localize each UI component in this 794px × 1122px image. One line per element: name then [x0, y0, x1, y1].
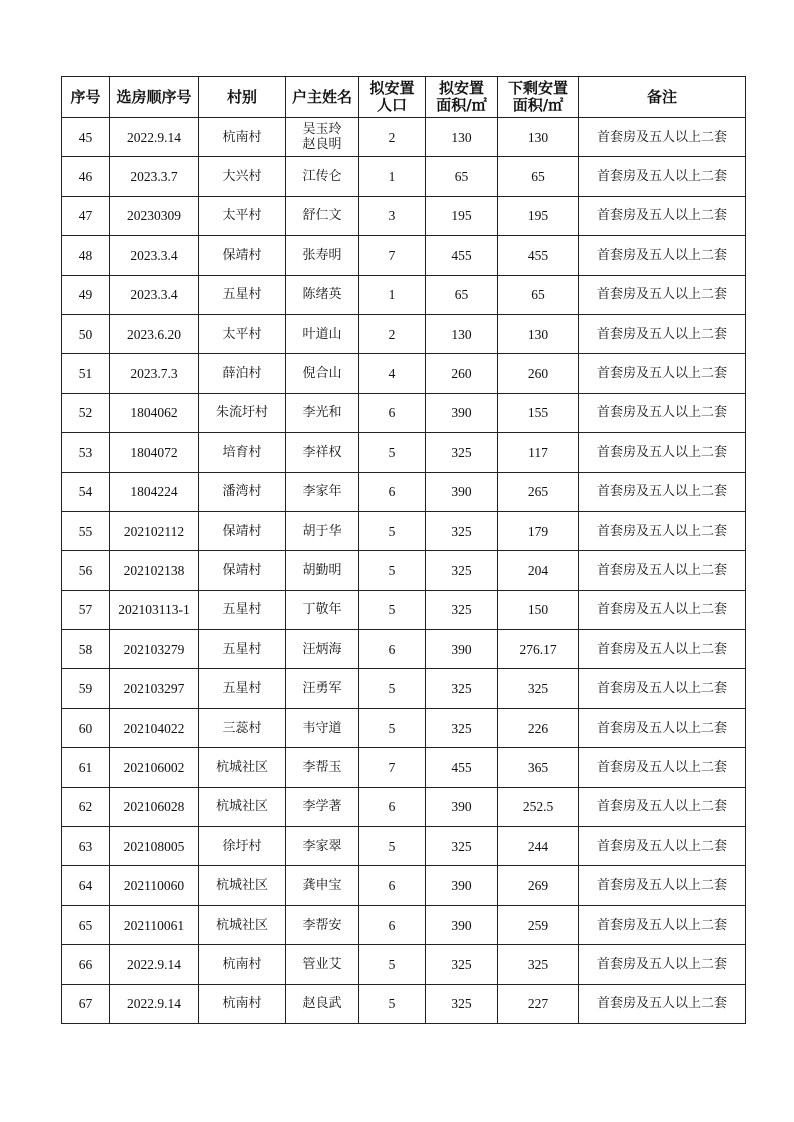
table-row: [62, 669, 746, 708]
owner-name-line: 丁敬年: [302, 602, 342, 618]
cell-seq: 60: [62, 708, 110, 747]
cell-remaining-area: 365: [498, 748, 579, 787]
header-remark: 备注: [579, 77, 746, 118]
cell-remark: 首套房及五人以上二套: [579, 354, 746, 393]
table-row: [62, 905, 746, 944]
cell-selection-order: 20230309: [110, 196, 199, 235]
cell-village: 朱流圩村: [199, 393, 286, 432]
table-row: [62, 551, 746, 590]
cell-remaining-area: 269: [498, 866, 579, 905]
cell-planned-area: 390: [426, 787, 498, 826]
cell-planned-persons: 3: [359, 196, 426, 235]
cell-remaining-area: 227: [498, 984, 579, 1023]
cell-selection-order: 202106028: [110, 787, 199, 826]
cell-selection-order: 202103279: [110, 630, 199, 669]
cell-owner-name: [286, 275, 359, 314]
cell-planned-area: 325: [426, 511, 498, 550]
cell-remaining-area: 325: [498, 669, 579, 708]
cell-planned-area: 195: [426, 196, 498, 235]
cell-planned-area: 325: [426, 945, 498, 984]
cell-seq: 56: [62, 551, 110, 590]
cell-remark: 首套房及五人以上二套: [579, 866, 746, 905]
cell-planned-persons: 5: [359, 708, 426, 747]
cell-remark: 首套房及五人以上二套: [579, 551, 746, 590]
cell-remaining-area: 195: [498, 196, 579, 235]
cell-remark: 首套房及五人以上二套: [579, 905, 746, 944]
cell-planned-area: 390: [426, 472, 498, 511]
cell-seq: 67: [62, 984, 110, 1023]
cell-owner-name: [286, 314, 359, 353]
cell-remaining-area: 130: [498, 314, 579, 353]
cell-seq: 57: [62, 590, 110, 629]
table-row: [62, 630, 746, 669]
cell-planned-area: 390: [426, 866, 498, 905]
header-remaining-area-line2: 面积/㎡: [512, 96, 564, 114]
cell-remark: 首套房及五人以上二套: [579, 472, 746, 511]
table-row: [62, 984, 746, 1023]
cell-planned-area: 130: [426, 314, 498, 353]
table-row: [62, 236, 746, 275]
cell-planned-area: 325: [426, 984, 498, 1023]
cell-planned-area: 325: [426, 827, 498, 866]
cell-selection-order: 1804062: [110, 393, 199, 432]
cell-owner-name: [286, 472, 359, 511]
cell-seq: 46: [62, 157, 110, 196]
cell-owner-name: [286, 354, 359, 393]
cell-remark: 首套房及五人以上二套: [579, 945, 746, 984]
cell-selection-order: 2023.7.3: [110, 354, 199, 393]
cell-selection-order: 2023.6.20: [110, 314, 199, 353]
cell-owner-name: [286, 945, 359, 984]
owner-name-line: 陈绪英: [302, 287, 342, 303]
cell-seq: 65: [62, 905, 110, 944]
cell-owner-name: [286, 118, 359, 157]
cell-village: 五星村: [199, 275, 286, 314]
table-header: [62, 77, 746, 118]
cell-planned-area: 65: [426, 157, 498, 196]
owner-name-line: 李帮玉: [302, 759, 342, 775]
cell-planned-area: 390: [426, 905, 498, 944]
cell-remark: 首套房及五人以上二套: [579, 314, 746, 353]
cell-planned-area: 390: [426, 630, 498, 669]
header-owner-name: 户主姓名: [286, 77, 359, 118]
header-village: 村别: [199, 77, 286, 118]
owner-name-line: 胡于华: [302, 523, 342, 539]
cell-remaining-area: 65: [498, 275, 579, 314]
cell-seq: 47: [62, 196, 110, 235]
table-row: [62, 157, 746, 196]
cell-seq: 51: [62, 354, 110, 393]
cell-village: 杭城社区: [199, 866, 286, 905]
cell-owner-name: [286, 511, 359, 550]
table-row: [62, 314, 746, 353]
cell-planned-persons: 5: [359, 669, 426, 708]
cell-remark: 首套房及五人以上二套: [579, 157, 746, 196]
cell-owner-name: [286, 196, 359, 235]
cell-remark: 首套房及五人以上二套: [579, 393, 746, 432]
owner-name-line: 李家年: [302, 484, 342, 500]
cell-selection-order: 202103297: [110, 669, 199, 708]
header-remaining-area-line1: 下剩安置: [507, 79, 568, 97]
cell-planned-area: 325: [426, 590, 498, 629]
cell-seq: 50: [62, 314, 110, 353]
cell-owner-name: [286, 236, 359, 275]
cell-owner-name: [286, 905, 359, 944]
cell-remark: 首套房及五人以上二套: [579, 118, 746, 157]
cell-owner-name: [286, 866, 359, 905]
cell-remark: 首套房及五人以上二套: [579, 708, 746, 747]
header-remaining-area: [498, 77, 579, 118]
cell-remaining-area: 204: [498, 551, 579, 590]
cell-selection-order: 202108005: [110, 827, 199, 866]
cell-remark: 首套房及五人以上二套: [579, 275, 746, 314]
cell-remaining-area: 65: [498, 157, 579, 196]
cell-remaining-area: 226: [498, 708, 579, 747]
cell-remark: 首套房及五人以上二套: [579, 433, 746, 472]
cell-remaining-area: 117: [498, 433, 579, 472]
owner-name-line: 吴玉玲: [302, 122, 342, 138]
cell-planned-persons: 2: [359, 314, 426, 353]
cell-seq: 45: [62, 118, 110, 157]
cell-selection-order: 202110061: [110, 905, 199, 944]
cell-owner-name: [286, 669, 359, 708]
cell-owner-name: [286, 748, 359, 787]
cell-remaining-area: 259: [498, 905, 579, 944]
table-row: [62, 787, 746, 826]
cell-seq: 48: [62, 236, 110, 275]
owner-name-line: 赵良明: [302, 137, 342, 153]
cell-planned-persons: 6: [359, 472, 426, 511]
header-planned-persons: [359, 77, 426, 118]
header-planned-area-line1: 拟安置: [438, 79, 484, 97]
cell-planned-area: 325: [426, 669, 498, 708]
cell-owner-name: [286, 708, 359, 747]
cell-village: 五星村: [199, 630, 286, 669]
table-body: [62, 118, 746, 1024]
cell-owner-name: [286, 551, 359, 590]
cell-planned-area: 455: [426, 236, 498, 275]
cell-remaining-area: 130: [498, 118, 579, 157]
cell-owner-name: [286, 157, 359, 196]
cell-selection-order: 202104022: [110, 708, 199, 747]
owner-name-line: 李光和: [302, 405, 342, 421]
header-seq: 序号: [62, 77, 110, 118]
cell-remaining-area: 155: [498, 393, 579, 432]
cell-remark: 首套房及五人以上二套: [579, 511, 746, 550]
table-row: [62, 748, 746, 787]
cell-remark: 首套房及五人以上二套: [579, 748, 746, 787]
cell-selection-order: 202102138: [110, 551, 199, 590]
cell-village: 薛泊村: [199, 354, 286, 393]
cell-village: 杭南村: [199, 984, 286, 1023]
cell-selection-order: 2023.3.4: [110, 275, 199, 314]
cell-planned-persons: 1: [359, 157, 426, 196]
cell-planned-persons: 7: [359, 236, 426, 275]
header-selection-order: 选房顺序号: [110, 77, 199, 118]
cell-remaining-area: 179: [498, 511, 579, 550]
cell-planned-area: 325: [426, 708, 498, 747]
cell-selection-order: 2023.3.4: [110, 236, 199, 275]
cell-selection-order: 202106002: [110, 748, 199, 787]
table-row: [62, 196, 746, 235]
cell-village: 保靖村: [199, 511, 286, 550]
cell-remaining-area: 265: [498, 472, 579, 511]
cell-seq: 63: [62, 827, 110, 866]
cell-planned-persons: 6: [359, 905, 426, 944]
cell-selection-order: 2023.3.7: [110, 157, 199, 196]
owner-name-line: 龚申宝: [302, 878, 342, 894]
cell-selection-order: 2022.9.14: [110, 118, 199, 157]
cell-village: 杭南村: [199, 945, 286, 984]
cell-planned-area: 260: [426, 354, 498, 393]
cell-village: 杭南村: [199, 118, 286, 157]
cell-planned-persons: 5: [359, 511, 426, 550]
cell-village: 保靖村: [199, 236, 286, 275]
cell-owner-name: [286, 393, 359, 432]
table-row: [62, 393, 746, 432]
cell-remaining-area: 325: [498, 945, 579, 984]
cell-owner-name: [286, 827, 359, 866]
table-row: [62, 275, 746, 314]
cell-village: 大兴村: [199, 157, 286, 196]
cell-remark: 首套房及五人以上二套: [579, 196, 746, 235]
cell-planned-persons: 5: [359, 984, 426, 1023]
table-row: [62, 945, 746, 984]
cell-seq: 64: [62, 866, 110, 905]
owner-name-line: 张寿明: [302, 247, 342, 263]
cell-remark: 首套房及五人以上二套: [579, 630, 746, 669]
owner-name-line: 李学著: [302, 799, 342, 815]
cell-owner-name: [286, 787, 359, 826]
cell-planned-area: 130: [426, 118, 498, 157]
cell-remaining-area: 276.17: [498, 630, 579, 669]
cell-owner-name: [286, 984, 359, 1023]
cell-village: 徐圩村: [199, 827, 286, 866]
cell-planned-persons: 1: [359, 275, 426, 314]
cell-planned-persons: 6: [359, 866, 426, 905]
cell-village: 保靖村: [199, 551, 286, 590]
owner-name-line: 汪勇军: [302, 681, 342, 697]
owner-name-line: 胡勤明: [302, 562, 342, 578]
cell-selection-order: 1804072: [110, 433, 199, 472]
cell-planned-persons: 5: [359, 433, 426, 472]
header-planned-persons-line2: 人口: [376, 96, 407, 114]
cell-selection-order: 1804224: [110, 472, 199, 511]
header-planned-persons-line1: 拟安置: [369, 79, 415, 97]
cell-remark: 首套房及五人以上二套: [579, 236, 746, 275]
cell-seq: 53: [62, 433, 110, 472]
cell-remark: 首套房及五人以上二套: [579, 669, 746, 708]
cell-planned-persons: 6: [359, 393, 426, 432]
cell-village: 杭城社区: [199, 905, 286, 944]
cell-planned-persons: 6: [359, 787, 426, 826]
cell-seq: 55: [62, 511, 110, 550]
cell-seq: 62: [62, 787, 110, 826]
cell-village: 太平村: [199, 314, 286, 353]
cell-planned-area: 65: [426, 275, 498, 314]
cell-planned-persons: 5: [359, 945, 426, 984]
cell-seq: 61: [62, 748, 110, 787]
owner-name-line: 叶道山: [302, 326, 342, 342]
cell-owner-name: [286, 630, 359, 669]
owner-name-line: 舒仁文: [302, 208, 342, 224]
cell-village: 五星村: [199, 590, 286, 629]
cell-village: 杭城社区: [199, 748, 286, 787]
cell-seq: 49: [62, 275, 110, 314]
cell-selection-order: 2022.9.14: [110, 984, 199, 1023]
cell-seq: 52: [62, 393, 110, 432]
table-row: [62, 118, 746, 157]
cell-remark: 首套房及五人以上二套: [579, 984, 746, 1023]
cell-village: 三蕊村: [199, 708, 286, 747]
cell-seq: 58: [62, 630, 110, 669]
owner-name-line: 李家翠: [302, 838, 342, 854]
cell-seq: 66: [62, 945, 110, 984]
cell-planned-persons: 7: [359, 748, 426, 787]
resettlement-table: [61, 76, 746, 1024]
table-row: [62, 472, 746, 511]
owner-name-line: 李祥权: [302, 444, 342, 460]
cell-village: 杭城社区: [199, 787, 286, 826]
cell-remaining-area: 260: [498, 354, 579, 393]
cell-remark: 首套房及五人以上二套: [579, 590, 746, 629]
cell-planned-area: 325: [426, 551, 498, 590]
cell-planned-persons: 2: [359, 118, 426, 157]
header-row: [62, 77, 746, 118]
cell-remark: 首套房及五人以上二套: [579, 787, 746, 826]
cell-seq: 54: [62, 472, 110, 511]
owner-name-line: 管业艾: [302, 956, 342, 972]
owner-name-line: 江传仑: [302, 169, 342, 185]
cell-selection-order: 202102112: [110, 511, 199, 550]
cell-village: 培育村: [199, 433, 286, 472]
cell-planned-area: 390: [426, 393, 498, 432]
cell-village: 太平村: [199, 196, 286, 235]
cell-remaining-area: 252.5: [498, 787, 579, 826]
cell-remark: 首套房及五人以上二套: [579, 827, 746, 866]
cell-planned-area: 325: [426, 433, 498, 472]
cell-village: 五星村: [199, 669, 286, 708]
header-planned-area-line2: 面积/㎡: [436, 96, 487, 114]
owner-name-line: 韦守道: [302, 720, 342, 736]
cell-owner-name: [286, 590, 359, 629]
table-row: [62, 590, 746, 629]
header-planned-area: [426, 77, 498, 118]
cell-village: 潘湾村: [199, 472, 286, 511]
table-row: [62, 827, 746, 866]
cell-planned-persons: 6: [359, 630, 426, 669]
table-row: [62, 354, 746, 393]
table-row: [62, 433, 746, 472]
owner-name-line: 倪合山: [302, 366, 342, 382]
cell-planned-persons: 5: [359, 551, 426, 590]
cell-selection-order: 202103113-1: [110, 590, 199, 629]
owner-name-line: 赵良武: [302, 996, 342, 1012]
cell-planned-persons: 5: [359, 827, 426, 866]
cell-seq: 59: [62, 669, 110, 708]
cell-owner-name: [286, 433, 359, 472]
cell-planned-area: 455: [426, 748, 498, 787]
owner-name-line: 李帮安: [302, 917, 342, 933]
table-row: [62, 708, 746, 747]
cell-planned-persons: 5: [359, 590, 426, 629]
cell-selection-order: 202110060: [110, 866, 199, 905]
cell-remaining-area: 455: [498, 236, 579, 275]
owner-name-line: 汪炳海: [302, 641, 342, 657]
table-row: [62, 866, 746, 905]
cell-remaining-area: 244: [498, 827, 579, 866]
table-row: [62, 511, 746, 550]
cell-selection-order: 2022.9.14: [110, 945, 199, 984]
cell-planned-persons: 4: [359, 354, 426, 393]
cell-remaining-area: 150: [498, 590, 579, 629]
